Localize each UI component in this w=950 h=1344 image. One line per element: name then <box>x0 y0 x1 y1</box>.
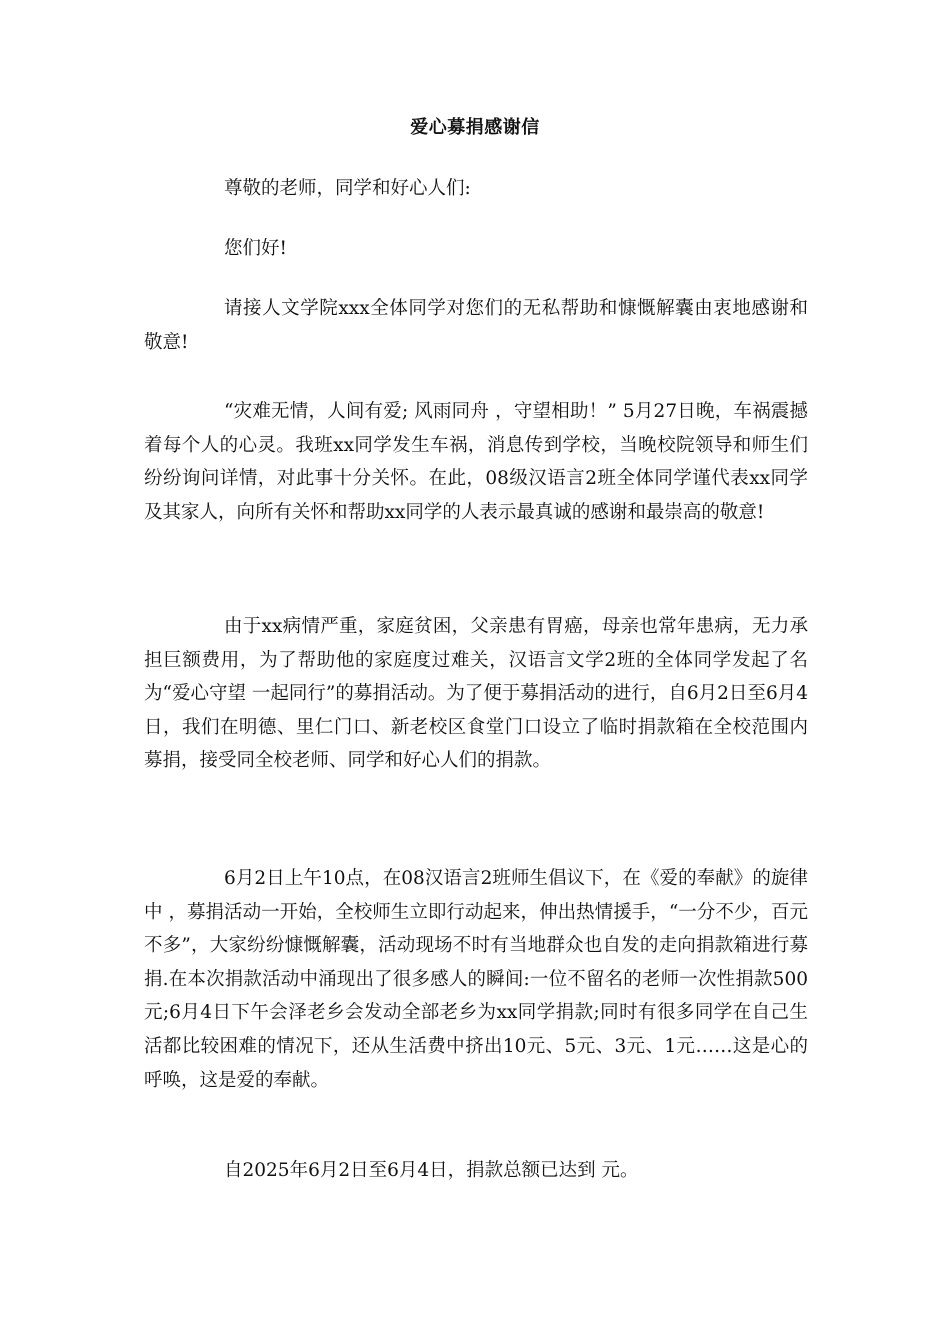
donation-total-paragraph: 自2025年6月2日至6月4日，捐款总额已达到 元。 <box>224 1160 639 1181</box>
fundraising-paragraph: 由于xx病情严重，家庭贫困，父亲患有胃癌，母亲也常年患病，无力承担巨额费用，为了帮助他的家庭度过难关，汉语言文学2班的全体同学发起了名为“爱心守望 一起同行”的募捐活动。为了便于募捐活动的进行，自6月2日至6月4日，我们在明德、里仁门口、新老校区食堂门口设立了临时捐款箱在全校范围内募捐，接受同全校老师、同学和好心人们的捐款。 <box>144 616 808 772</box>
greeting-line: 尊敬的老师，同学和好心人们: <box>224 178 471 199</box>
letter-title: 爱心募捐感谢信 <box>410 117 540 138</box>
accident-paragraph: “灾难无情，人间有爱; 风雨同舟 ，守望相助！” 5月27日晚，车祸震撼着每个人的心灵。我班xx同学发生车祸，消息传到学校，当晚校院领导和师生们纷纷询问详情，对此事十分关怀。在此，08级汉语言2班全体同学谨代表xx同学及其家人，向所有关怀和帮助xx同学的人表示最真诚的感谢和最崇高的敬意! <box>144 401 808 523</box>
donation-event-paragraph: 6月2日上午10点，在08汉语言2班师生倡议下，在《爱的奉献》的旋律中 ，募捐活动一开始，全校师生立即行动起来，伸出热情援手，“一分不少，百元不多”，大家纷纷慷慨解囊，活动现场不时有当地群众也自发的走向捐款箱进行募捐.在本次捐款活动中涌现出了很多感人的瞬间:一位不留名的老师一次性捐款500元;6月4日下午会泽老乡会发动全部老乡为xx同学捐款;同时有很多同学在自己生活都比较困难的情况下，还从生活费中挤出10元、5元、3元、1元……这是心的呼唤，这是爱的奉献。 <box>144 868 808 1091</box>
hello-line: 您们好! <box>224 238 287 259</box>
thanks-paragraph: 请接人文学院xxx全体同学对您们的无私帮助和慷慨解囊由衷地感谢和敬意! <box>144 298 808 353</box>
